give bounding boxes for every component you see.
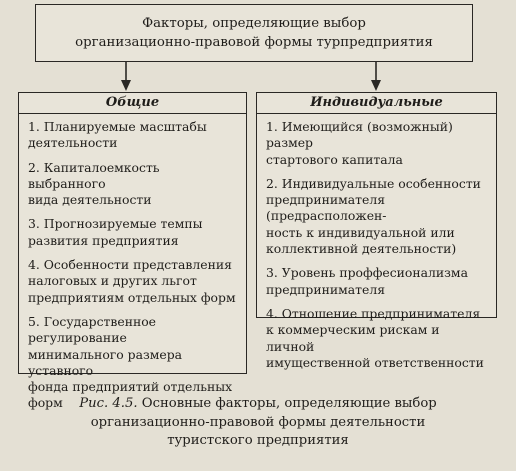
list-item [28,257,240,306]
item-text-line: деятельности [28,135,118,151]
individual-factors-column [256,92,497,370]
caption-line-1 [0,395,516,414]
item-text-line: 4. Особенности представления [28,257,232,273]
item-text-line: 5. Государственное регулирование [28,313,157,346]
item-text-line: вида деятельности [28,192,152,208]
item-text-line: 4. Отношение предпринимателя [266,305,481,321]
item-text-line: к коммерческим рискам и личной [266,322,440,354]
list-item [266,265,490,298]
item-text-line: стартового капитала [266,151,403,167]
caption-figure-number: Рис. 4.5. [79,396,138,411]
caption-line-2: организационно-правовой формы деятельности [90,414,426,430]
item-text-line: налоговых и других льгот [28,273,197,289]
item-text-line: форм [28,395,63,411]
item-text-line: предпринимателя (предрасположен- [266,192,387,224]
individual-factors-list [257,114,496,371]
item-text-line: ность к индивидуальной или [266,224,455,240]
item-text-line: коллективной деятельности) [266,241,457,257]
caption-text-1: Основные факторы, определяющие выбор [141,396,437,411]
list-item [28,119,240,152]
top-box-line-1: Факторы, определяющие выбор [142,16,366,31]
list-item [266,176,490,257]
right-arrowhead-icon [371,80,381,91]
top-box-line-2: организационно-правовой формы турпредприятия [75,35,433,50]
item-text-line: 1. Имеющийся (возможный) размер [266,119,453,151]
general-factors-heading: Общие [19,93,246,114]
figure-caption [0,395,516,451]
left-arrowhead-icon [121,80,131,91]
item-text-line: предприятиям отдельных форм [28,289,236,305]
list-item [266,119,490,168]
item-text-line: 2. Индивидуальные особенности [266,175,481,191]
caption-line-3: туристского предприятия [167,433,349,448]
item-text-line: минимального размера уставного [28,346,183,378]
item-text-line: 3. Прогнозируемые темпы [28,216,203,232]
item-text-line: предпринимателя [266,281,386,297]
list-item [266,306,490,371]
item-text-line: 3. Уровень проффесионализма [266,265,468,281]
general-factors-list [19,114,246,412]
item-text-line: имущественной ответственности [266,354,484,370]
item-text-line: 1. Планируемые масштабы [28,119,207,134]
item-text-line: развития предприятия [28,232,179,248]
connector-arrows [0,0,516,100]
list-item [28,216,240,249]
item-text-line: фонда предприятий отдельных [28,379,233,395]
list-item [28,160,240,209]
item-text-line: 2. Капиталоемкость выбранного [28,159,160,191]
individual-factors-heading: Индивидуальные [257,93,496,114]
